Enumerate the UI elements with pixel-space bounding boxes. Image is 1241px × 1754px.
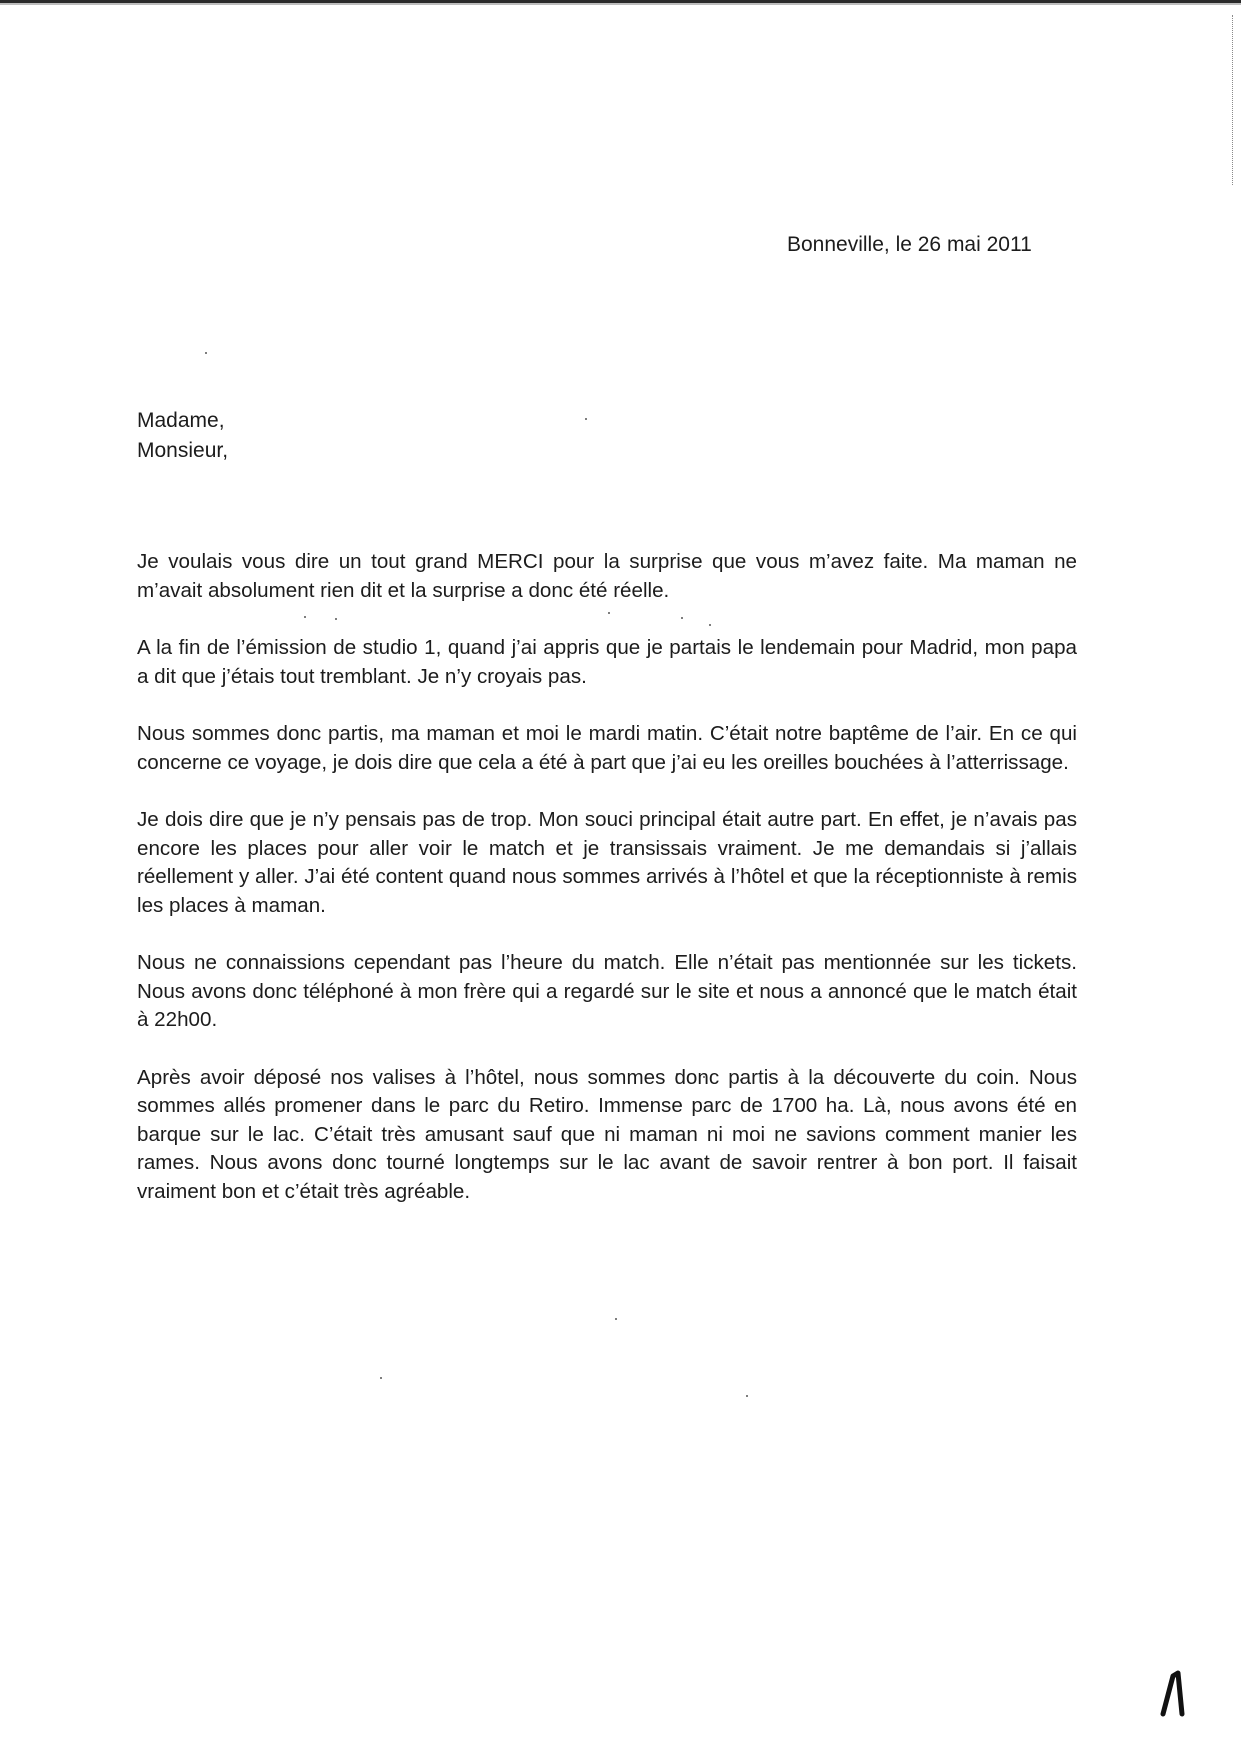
scan-speck	[585, 418, 587, 420]
handwritten-page-number	[1160, 1670, 1190, 1718]
paragraph-thanks: Je voulais vous dire un tout grand MERCI pour la surprise que vous m’avez faite. Ma maman ne m’avait absolument rien dit et la surprise a donc été réelle.	[137, 550, 1077, 602]
paragraph-retiro-park: Après avoir déposé nos valises à l’hôtel, nous sommes donc partis à la découverte du coin. Nous sommes allés promener dans le parc du Retiro. Immense parc de 1700 ha. Là, nous avons été en barque sur le lac. C’était très amusant sauf que ni maman ni moi ne savions comment manier les rames. Nous avons donc tourné longtemps sur le lac avant de savoir rentrer à bon port. Il faisait vraiment bon et c’était très agréable.	[137, 1065, 1077, 1203]
scan-right-edge-marks	[1232, 15, 1235, 185]
salutation-line-madame: Madame,	[137, 409, 225, 432]
page-number-1-glyph	[1160, 1670, 1190, 1718]
letter-date: Bonneville, le 26 mai 2011	[787, 233, 1032, 256]
scan-speck	[615, 1318, 617, 1320]
paragraph-announcement: A la fin de l’émission de studio 1, quand j’ai appris que je partais le lendemain pour Madrid, mon papa a dit que j’étais tout tremblant. Je n’y croyais pas.	[137, 636, 1077, 688]
scan-top-edge-shadow	[0, 3, 1241, 5]
scan-speck	[380, 1377, 382, 1379]
scan-speck	[746, 1395, 748, 1397]
paragraph-flight: Nous sommes donc partis, ma maman et moi le mardi matin. C’était notre baptême de l’air. En ce qui concerne ce voyage, je dois dire que cela a été à part que j’ai eu les oreilles bouchées à l’atterrissage.	[137, 722, 1077, 774]
scan-speck	[205, 352, 207, 354]
salutation	[137, 406, 228, 466]
paragraph-tickets: Je dois dire que je n’y pensais pas de trop. Mon souci principal était autre part. En effet, je n’avais pas encore les places pour aller voir le match et je transissais vraiment. Je me demandais si j’allais réellement y aller. J’ai été content quand nous sommes arrivés à l’hôtel et que la réceptionniste à remis les places à maman.	[137, 808, 1077, 917]
salutation-line-monsieur: Monsieur,	[137, 439, 229, 462]
letter-body	[137, 548, 1077, 1235]
paragraph-match-time: Nous ne connaissions cependant pas l’heure du match. Elle n’était pas mentionnée sur les tickets. Nous avons donc téléphoné à mon frère qui a regardé sur le site et nous a annoncé que le match était à 22h00.	[137, 951, 1077, 1031]
